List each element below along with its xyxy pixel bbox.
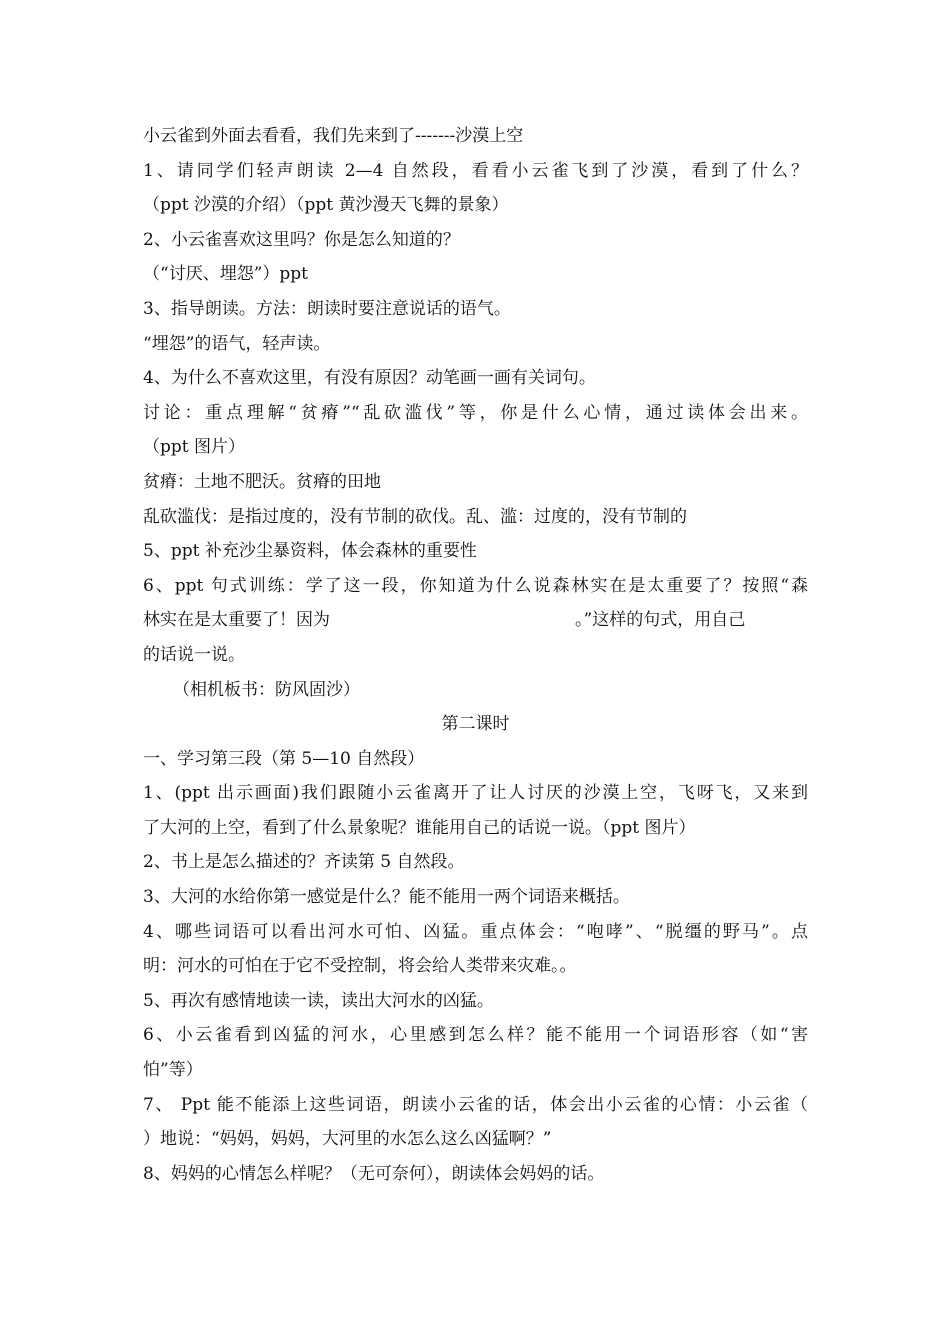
board-note: （相机板书：防风固沙） xyxy=(173,679,360,700)
text-line: （“讨厌、埋怨”）ppt xyxy=(143,264,308,285)
text-line: 5、ppt 补充沙尘暴资料，体会森林的重要性 xyxy=(143,541,477,562)
text-line: 2、小云雀喜欢这里吗？你是怎么知道的？ xyxy=(143,229,460,250)
text-line: 1、(ppt 出示画面)我们跟随小云雀离开了让人讨厌的沙漠上空，飞呀飞，又来到 xyxy=(143,783,808,804)
text-line: 讨论：重点理解“贫瘠”“乱砍滥伐”等，你是什么心情，通过读体会出来。 xyxy=(143,402,808,423)
text-line: 6、小云雀看到凶猛的河水，心里感到怎么样？能不能用一个词语形容（如“害 xyxy=(143,1025,808,1046)
text-line: （ppt 图片） xyxy=(143,437,245,458)
text-line: “埋怨”的语气，轻声读。 xyxy=(143,333,331,354)
text-line: 6、ppt 句式训练：学了这一段，你知道为什么说森林实在是太重要了？按照“森 xyxy=(143,575,808,596)
text-segment: 。”这样的句式，用自己 xyxy=(575,610,746,631)
text-line: （ppt 沙漠的介绍）（ppt 黄沙漫天飞舞的景象） xyxy=(143,195,509,216)
document-page xyxy=(143,119,808,1191)
text-line: 的话说一说。 xyxy=(143,644,245,665)
text-line: 4、哪些词语可以看出河水可怕、凶猛。重点体会：“咆哮”、“脱缰的野马”。点 xyxy=(143,921,808,942)
text-line: 5、再次有感情地读一读，读出大河水的凶猛。 xyxy=(143,990,494,1011)
text-line: ）地说：“妈妈，妈妈，大河里的水怎么这么凶猛啊？” xyxy=(143,1129,552,1150)
text-line: 7、 Ppt 能不能添上这些词语，朗读小云雀的话，体会出小云雀的心情：小云雀（ xyxy=(143,1094,808,1115)
text-line: 3、指导朗读。方法：朗读时要注意说话的语气。 xyxy=(143,298,511,319)
text-line: 小云雀到外面去看看，我们先来到了-------沙漠上空 xyxy=(143,126,524,146)
text-line: 怕”等） xyxy=(143,1060,203,1081)
text-line: 贫瘠：土地不肥沃。贫瘠的田地 xyxy=(143,471,381,492)
text-line: 了大河的上空，看到了什么景象呢？谁能用自己的话说一说。（ppt 图片） xyxy=(143,817,696,838)
text-line-with-blank xyxy=(143,603,808,638)
text-line: 3、大河的水给你第一感觉是什么？能不能用一两个词语来概括。 xyxy=(143,887,630,908)
text-line: 4、为什么不喜欢这里，有没有原因？动笔画一画有关词句。 xyxy=(143,368,596,389)
text-line: 乱砍滥伐：是指过度的，没有节制的砍伐。乱、滥：过度的，没有节制的 xyxy=(143,506,687,527)
text-line: 2、书上是怎么描述的？齐读第 5 自然段。 xyxy=(143,852,465,873)
text-line: 明：河水的可怕在于它不受控制，将会给人类带来灾难。。 xyxy=(143,956,577,977)
text-segment: 林实在是太重要了！因为 xyxy=(143,610,330,631)
section-heading: 第二课时 xyxy=(441,714,510,735)
text-line: 1、请同学们轻声朗读 2—4 自然段，看看小云雀飞到了沙漠，看到了什么？ xyxy=(143,160,808,181)
text-line: 一、学习第三段（第 5—10 自然段） xyxy=(143,748,425,769)
text-line: 8、妈妈的心情怎么样呢？（无可奈何），朗读体会妈妈的话。 xyxy=(143,1163,605,1184)
